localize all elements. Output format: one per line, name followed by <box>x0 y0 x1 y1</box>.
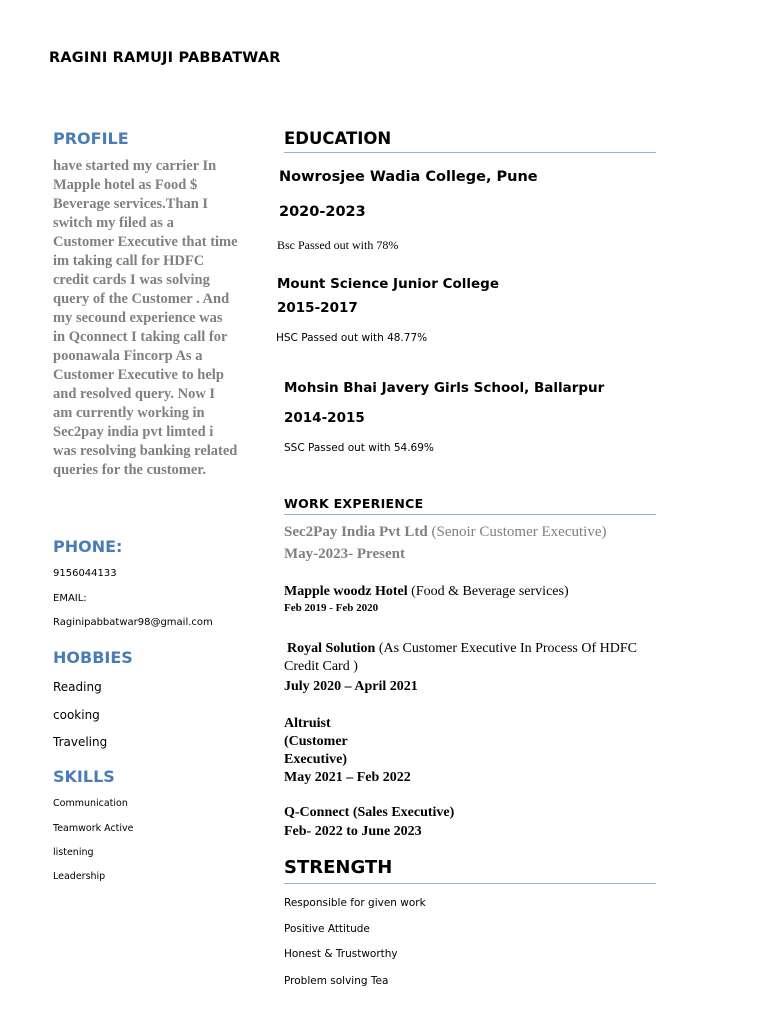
job-role-continued: Credit Card ) <box>284 659 358 674</box>
email-label: EMAIL: <box>53 593 87 604</box>
job-company: Q-Connect (Sales Executive) <box>284 805 455 820</box>
education-school: Mount Science Junior College <box>277 276 499 292</box>
education-school: Mohsin Bhai Javery Girls School, Ballarpur <box>284 380 605 396</box>
strength-divider <box>284 883 656 884</box>
skills-heading: SKILLS <box>53 767 115 786</box>
profile-text: have started my carrier In Mapple hotel as Food $ Beverage services.Than I switch my filed as a Customer Executive that time im taking call for HDFC credit cards I was solving query of the Customer . And my secound experience was in Qconnect I taking call for poonawala Fincorp As a Customer Executive to help and resolved query. Now I am currently working in Sec2pay india pvt limted i was resolving banking related queries for the customer. <box>53 158 238 478</box>
education-result: Bsc Passed out with 78% <box>277 238 399 252</box>
education-school: Nowrosjee Wadia College, Pune <box>279 169 538 185</box>
phone-number: 9156044133 <box>53 568 117 579</box>
strength-item: Responsible for given work <box>284 897 426 909</box>
hobbies-heading: HOBBIES <box>53 648 133 667</box>
job-role: (Food & Beverage services) <box>411 584 569 599</box>
phone-heading: PHONE: <box>53 537 123 556</box>
education-years: 2020-2023 <box>279 204 366 220</box>
job-dates: Feb 2019 - Feb 2020 <box>284 602 379 614</box>
strength-heading: STRENGTH <box>284 857 393 878</box>
job-company: Royal Solution <box>287 641 376 656</box>
work-heading: WORK EXPERIENCE <box>284 496 424 511</box>
hobby-item: Traveling <box>53 735 108 749</box>
job-company: Altruist <box>284 716 331 731</box>
strength-item: Honest & Trustworthy <box>284 948 398 960</box>
job-title-line <box>284 524 606 541</box>
strength-item: Positive Attitude <box>284 923 370 935</box>
job-role-continued: Executive) <box>284 752 347 767</box>
skill-item: listening <box>53 847 94 858</box>
email-address: Raginipabbatwar98@gmail.com <box>53 617 213 628</box>
job-title-line <box>287 641 637 657</box>
job-dates: May-2023- Present <box>284 546 405 562</box>
skill-item: Leadership <box>53 871 106 882</box>
strength-item: Problem solving Tea <box>284 975 389 987</box>
job-role: (Customer <box>284 734 348 749</box>
education-divider <box>284 152 656 153</box>
job-company: Mapple woodz Hotel <box>284 584 408 599</box>
job-title-line <box>284 584 569 600</box>
profile-heading: PROFILE <box>53 129 129 148</box>
education-heading: EDUCATION <box>284 129 392 148</box>
hobby-item: Reading <box>53 680 102 694</box>
skill-item: Teamwork Active <box>53 823 134 834</box>
job-role: (As Customer Executive In Process Of HDFC <box>378 641 637 656</box>
work-divider <box>284 514 656 515</box>
job-dates: May 2021 – Feb 2022 <box>284 770 411 785</box>
job-company: Sec2Pay India Pvt Ltd <box>284 524 428 540</box>
hobby-item: cooking <box>53 708 100 722</box>
education-years: 2015-2017 <box>277 300 358 316</box>
education-result: SSC Passed out with 54.69% <box>284 442 434 454</box>
job-dates: July 2020 – April 2021 <box>284 679 418 694</box>
education-result: HSC Passed out with 48.77% <box>276 332 428 344</box>
resume-name: RAGINI RAMUJI PABBATWAR <box>49 50 281 66</box>
skill-item: Communication <box>53 798 128 809</box>
education-years: 2014-2015 <box>284 410 365 426</box>
job-role: (Senoir Customer Executive) <box>431 524 607 540</box>
job-dates: Feb- 2022 to June 2023 <box>284 824 422 839</box>
